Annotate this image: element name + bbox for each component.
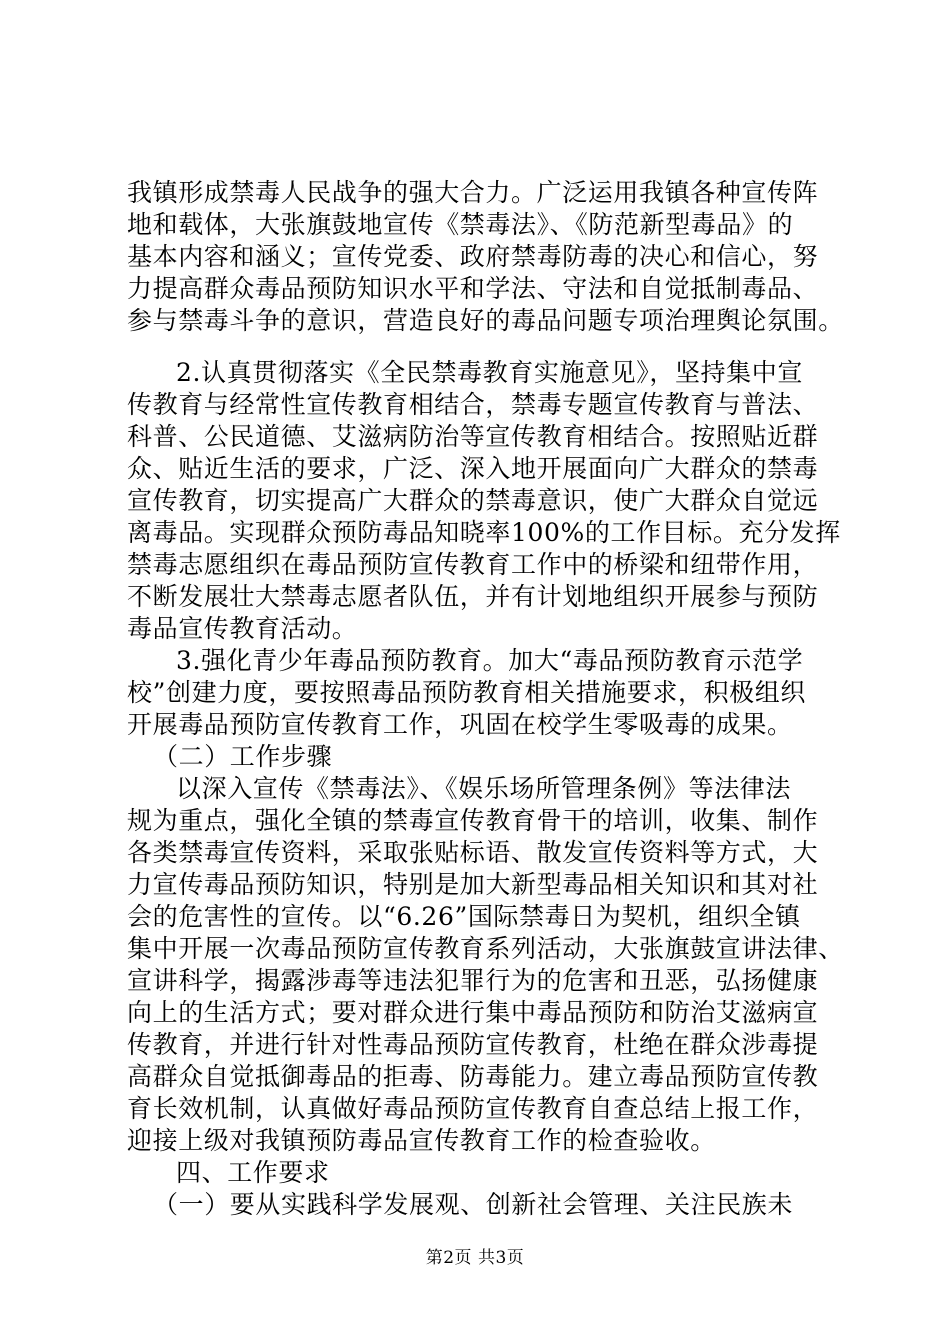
page-number-footer: 第2页 共3页 [425, 1248, 525, 1268]
body-line: （一）要从实践科学发展观、创新社会管理、关注民族未 [153, 1190, 794, 1219]
body-line: 2.认真贯彻落实《全民禁毒教育实施意见》，坚持集中宣 [176, 358, 803, 387]
body-line: 基本内容和涵义；宣传党委、政府禁毒防毒的决心和信心，努 [127, 242, 819, 271]
body-line: 力提高群众毒品预防知识水平和学法、守法和自觉抵制毒品、 [127, 274, 819, 303]
body-line: 我镇形成禁毒人民战争的强大合力。广泛运用我镇各种宣传阵 [127, 178, 819, 207]
body-line: 育长效机制，认真做好毒品预防宣传教育自查总结上报工作， [127, 1094, 819, 1123]
body-line: 科普、公民道德、艾滋病防治等宣传教育相结合。按照贴近群 [127, 422, 819, 451]
body-line: 迎接上级对我镇预防毒品宣传教育工作的检查验收。 [127, 1126, 716, 1155]
body-line: 各类禁毒宣传资料，采取张贴标语、散发宣传资料等方式，大 [127, 838, 819, 867]
body-line: 参与禁毒斗争的意识，营造良好的毒品问题专项治理舆论氛围。 [127, 306, 844, 335]
body-line: 以深入宣传《禁毒法》、《娱乐场所管理条例》等法律法 [176, 774, 792, 803]
body-line: 离毒品。实现群众预防毒品知晓率100%的工作目标。充分发挥 [127, 518, 841, 547]
body-line: 众、贴近生活的要求，广泛、深入地开展面向广大群众的禁毒 [127, 454, 819, 483]
body-line: 校”创建力度，要按照毒品预防教育相关措施要求，积极组织 [127, 678, 806, 707]
body-line: 集中开展一次毒品预防宣传教育系列活动，大张旗鼓宣讲法律、 [127, 934, 844, 963]
body-line: 开展毒品预防宣传教育工作，巩固在校学生零吸毒的成果。 [127, 710, 793, 739]
section-heading: 四、工作要求 [176, 1158, 330, 1187]
section-heading: （二）工作步骤 [153, 742, 333, 771]
body-line: 3.强化青少年毒品预防教育。加大“毒品预防教育示范学 [176, 646, 804, 675]
body-line: 传教育与经常性宣传教育相结合，禁毒专题宣传教育与普法、 [127, 390, 819, 419]
body-line: 地和载体，大张旗鼓地宣传《禁毒法》、《防范新型毒品》的 [127, 210, 794, 239]
body-line: 不断发展壮大禁毒志愿者队伍，并有计划地组织开展参与预防 [127, 582, 819, 611]
body-line: 向上的生活方式；要对群众进行集中毒品预防和防治艾滋病宣 [127, 998, 819, 1027]
body-line: 宣传教育，切实提高广大群众的禁毒意识，使广大群众自觉远 [127, 486, 819, 515]
body-line: 宣讲科学，揭露涉毒等违法犯罪行为的危害和丑恶，弘扬健康 [127, 966, 819, 995]
body-line: 规为重点，强化全镇的禁毒宣传教育骨干的培训，收集、制作 [127, 806, 819, 835]
body-line: 毒品宣传教育活动。 [127, 614, 358, 643]
body-line: 会的危害性的宣传。以“6.26”国际禁毒日为契机，组织全镇 [127, 902, 801, 931]
body-line: 力宣传毒品预防知识，特别是加大新型毒品相关知识和其对社 [127, 870, 819, 899]
body-line: 禁毒志愿组织在毒品预防宣传教育工作中的桥梁和纽带作用， [127, 550, 819, 579]
body-line: 传教育，并进行针对性毒品预防宣传教育，杜绝在群众涉毒提 [127, 1030, 819, 1059]
body-line: 高群众自觉抵御毒品的拒毒、防毒能力。建立毒品预防宣传教 [127, 1062, 819, 1091]
